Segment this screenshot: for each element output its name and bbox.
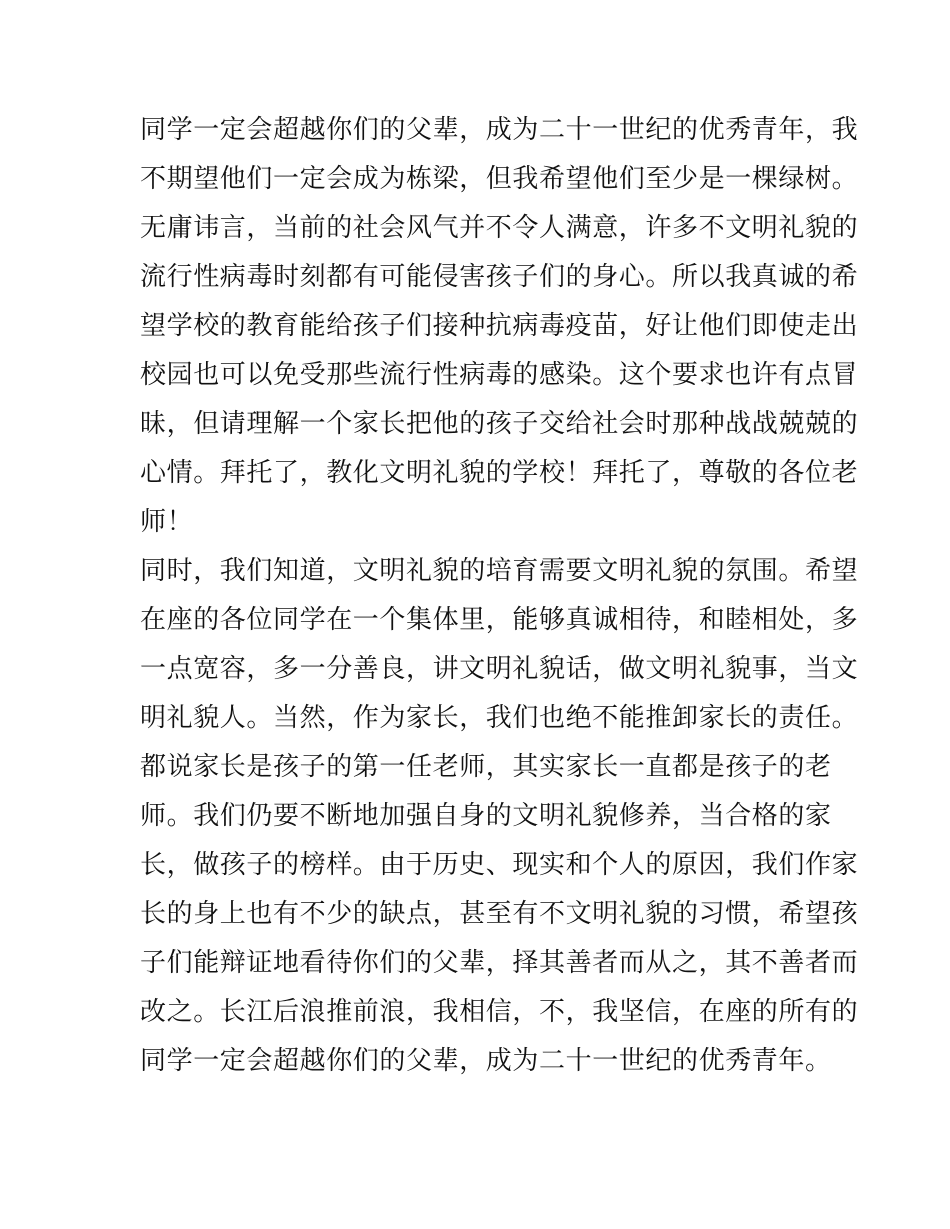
text-line: 长的身上也有不少的缺点，甚至有不文明礼貌的习惯，希望孩 [140,899,859,929]
text-line: 一点宽容，多一分善良，讲文明礼貌话，做文明礼貌事，当文 [140,654,859,684]
text-line: 在座的各位同学在一个集体里，能够真诚相待，和睦相处，多 [140,605,859,635]
text-line: 不期望他们一定会成为栋梁，但我希望他们至少是一棵绿树。 [140,164,859,194]
document-body [140,106,859,1086]
text-line: 改之。长江后浪推前浪，我相信，不，我坚信，在座的所有的 [140,997,859,1027]
text-line: 师。我们仍要不断地加强自身的文明礼貌修养，当合格的家 [140,801,832,831]
text-line: 心情。拜托了，教化文明礼貌的学校！拜托了，尊敬的各位老 [140,458,859,488]
text-line: 子们能辩证地看待你们的父辈，择其善者而从之，其不善者而 [140,948,859,978]
text-line: 师！ [140,507,194,537]
text-line: 望学校的教育能给孩子们接种抗病毒疫苗，好让他们即使走出 [140,311,859,341]
text-line: 明礼貌人。当然，作为家长，我们也绝不能推卸家长的责任。 [140,703,859,733]
text-line: 同时，我们知道，文明礼貌的培育需要文明礼貌的氛围。希望 [140,556,859,586]
text-line: 同学一定会超越你们的父辈，成为二十一世纪的优秀青年。 [140,1046,832,1076]
text-line: 流行性病毒时刻都有可能侵害孩子们的身心。所以我真诚的希 [140,262,859,292]
text-line: 无庸讳言，当前的社会风气并不令人满意，许多不文明礼貌的 [140,213,859,243]
text-line: 长，做孩子的榜样。由于历史、现实和个人的原因，我们作家 [140,850,859,880]
text-line: 校园也可以免受那些流行性病毒的感染。这个要求也许有点冒 [140,360,859,390]
text-line: 昧，但请理解一个家长把他的孩子交给社会时那种战战兢兢的 [140,409,859,439]
text-line: 都说家长是孩子的第一任老师，其实家长一直都是孩子的老 [140,752,832,782]
text-line: 同学一定会超越你们的父辈，成为二十一世纪的优秀青年，我 [140,115,859,145]
